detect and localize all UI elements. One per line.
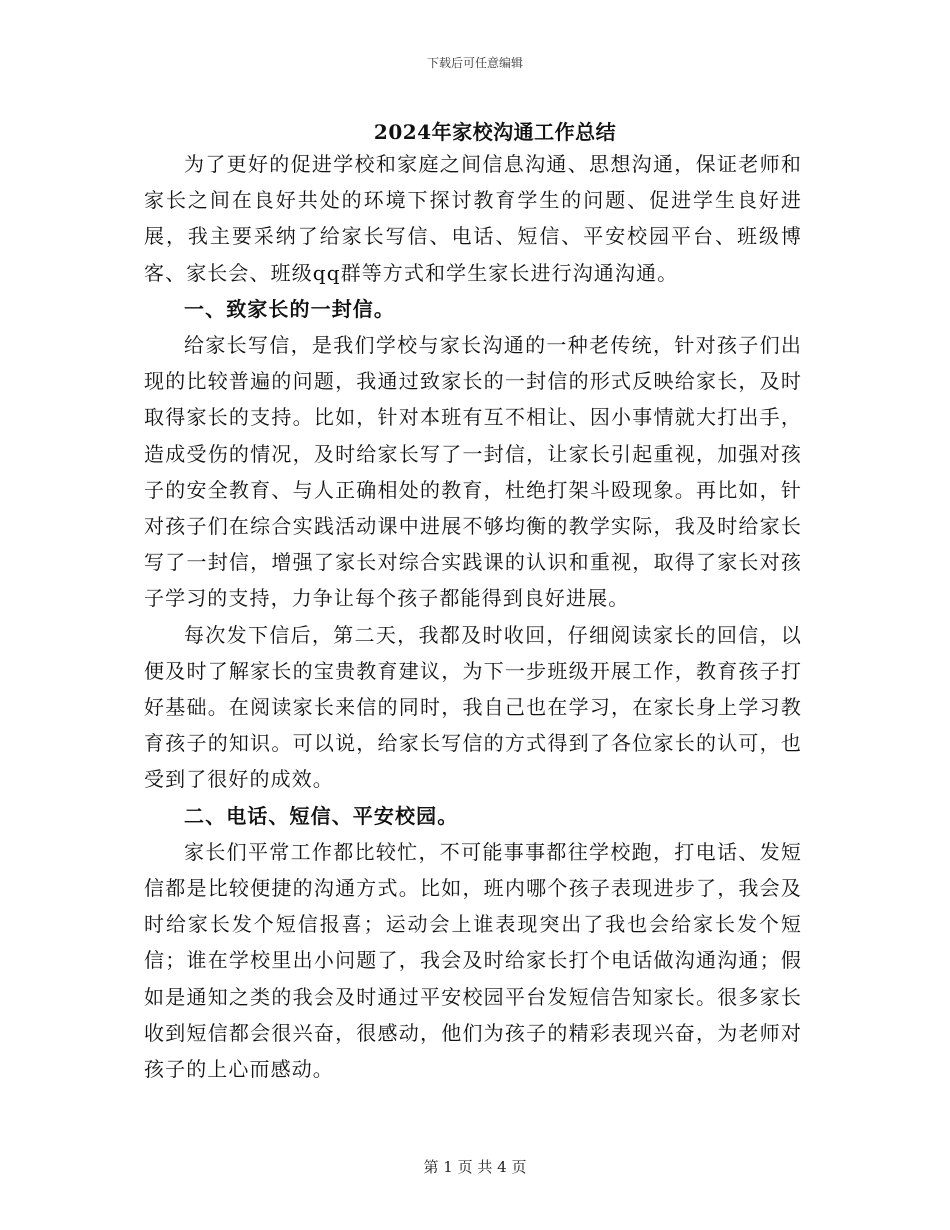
paragraph-letter: 给家长写信，是我们学校与家长沟通的一种老传统，针对孩子们出现的比较普遍的问题，我通过致家长的一封信的形式反映给家长，及时取得家长的支持。比如，针对本班有互不相让、因小事情就大打出手，造成受伤的情况，及时给家长写了一封信，让家长引起重视，加强对孩子的安全教育、与人正确相处的教育，杜绝打架斗殴现象。再比如，针对孩子们在综合实践活动课中进展不够均衡的教学实际，我及时给家长写了一封信，增强了家长对综合实践课的认识和重视，取得了家长对孩子学习的支持，力争让每个孩子都能得到良好进展。 [144, 333, 802, 611]
document-title: 2024年家校沟通工作总结 [373, 120, 617, 144]
header-note: 下载后可任意编辑 [426, 56, 523, 70]
paragraph-letter-followup: 每次发下信后，第二天，我都及时收回，仔细阅读家长的回信，以便及时了解家长的宝贵教育建议，为下一步班级开展工作，教育孩子打好基础。在阅读家长来信的同时，我自己也在学习，在家长身上学习教育孩子的知识。可以说，给家长写信的方式得到了各位家长的认可，也受到了很好的成效。 [144, 622, 802, 792]
document-body [144, 146, 802, 1087]
paragraph-intro: 为了更好的促进学校和家庭之间信息沟通、思想沟通，保证老师和家长之间在良好共处的环境下探讨教育学生的问题、促进学生良好进展，我主要采纳了给家长写信、电话、短信、平安校园平台、班级博客、家长会、班级qq群等方式和学生家长进行沟通沟通。 [144, 152, 802, 285]
page-number: 第 1 页 共 4 页 [423, 1158, 527, 1176]
section-heading-letter: 一、致家长的一封信。 [184, 296, 395, 321]
section-heading-phone: 二、电话、短信、平安校园。 [184, 803, 459, 828]
paragraph-phone: 家长们平常工作都比较忙，不可能事事都往学校跑，打电话、发短信都是比较便捷的沟通方式。比如，班内哪个孩子表现进步了，我会及时给家长发个短信报喜；运动会上谁表现突出了我也会给家长发个短信；谁在学校里出小问题了，我会及时给家长打个电话做沟通沟通；假如是通知之类的我会及时通过平安校园平台发短信告知家长。很多家长收到短信都会很兴奋，很感动，他们为孩子的精彩表现兴奋，为老师对孩子的上心而感动。 [144, 839, 802, 1082]
